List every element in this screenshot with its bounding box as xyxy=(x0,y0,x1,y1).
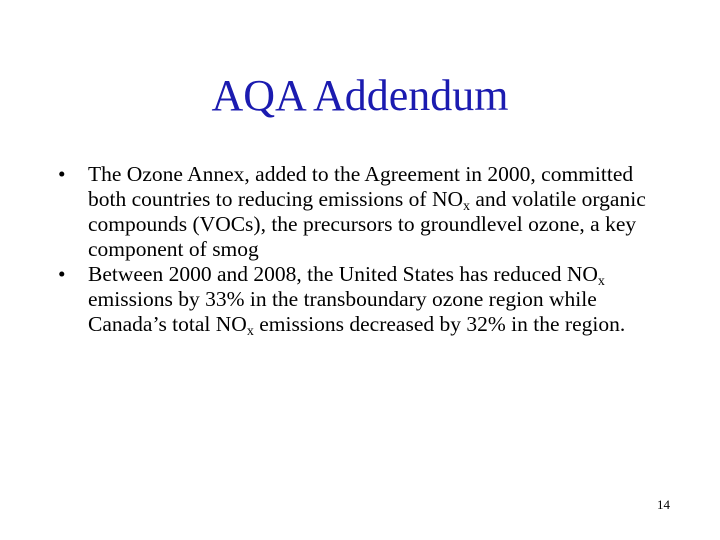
bullet-text: Between 2000 and 2008, the United States has reduced NO xyxy=(88,262,598,286)
bullet-symbol: • xyxy=(58,262,66,286)
bullet-text: emissions decreased by 32% in the region. xyxy=(253,312,626,336)
bullet-item xyxy=(58,262,670,337)
page-number: 14 xyxy=(657,497,670,512)
slide-body xyxy=(58,162,670,337)
subscript-x: x xyxy=(597,274,605,289)
bullet-symbol: • xyxy=(58,162,66,186)
slide-title: AQA Addendum xyxy=(211,71,509,120)
bullet-text: and volatile organic compounds (VOCs), the precursors to groundlevel ozone, a key component of smog xyxy=(88,187,646,261)
subscript-x: x xyxy=(246,324,254,339)
subscript-x: x xyxy=(463,199,471,214)
bullet-text: emissions by 33% in the transboundary ozone region while Canada’s total NO xyxy=(88,287,597,336)
bullet-item xyxy=(58,162,670,262)
bullet-text: The Ozone Annex, added to the Agreement in 2000, committed both countries to reducing emissions of NO xyxy=(88,162,634,211)
